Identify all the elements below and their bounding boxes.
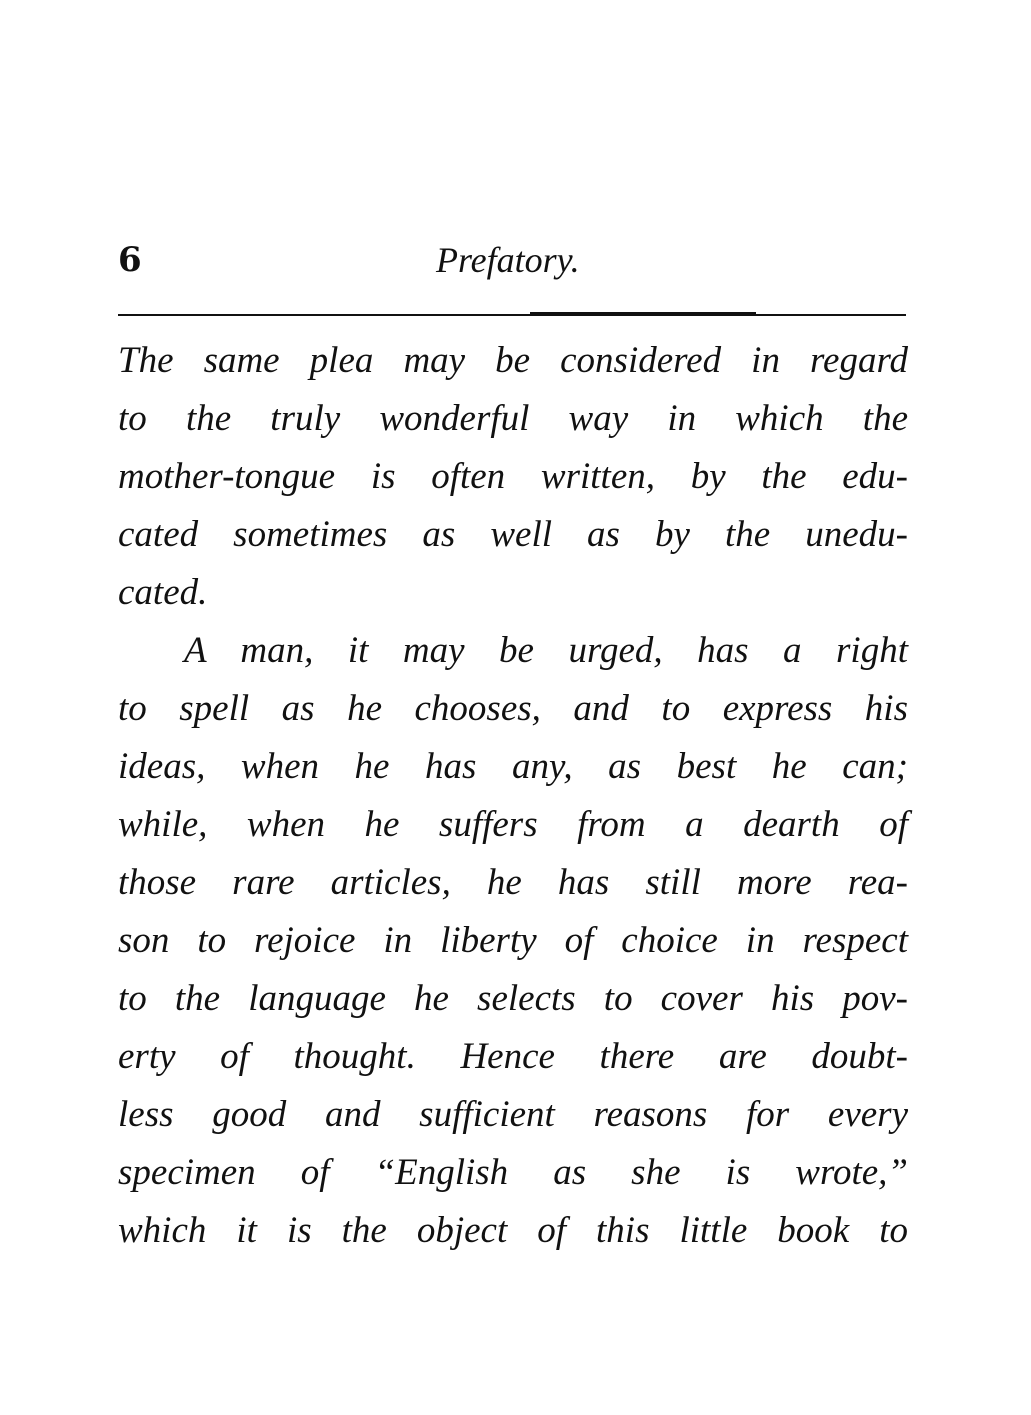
text-line: son to rejoice in liberty of choice in respect [118,920,908,961]
header-rule [118,314,906,316]
body-text [118,332,908,1260]
page-header [118,232,908,292]
text-line: to the truly wonderful way in which the [118,398,908,439]
text-line: those rare articles, he has still more rea- [118,862,908,903]
text-line: The same plea may be considered in regard [118,340,908,381]
text-line: cated sometimes as well as by the unedu- [118,514,908,555]
page-number: 6 [118,240,142,280]
text-line: specimen of “English as she is wrote,” [118,1152,908,1193]
text-line: to the language he selects to cover his pov- [118,978,908,1019]
paragraph-2 [118,622,908,1260]
text-line: A man, it may be urged, has a right [184,630,908,671]
text-line: less good and sufficient reasons for every [118,1094,908,1135]
text-line: ideas, when he has any, as best he can; [118,746,908,787]
text-line: to spell as he chooses, and to express his [118,688,908,729]
text-line: which it is the object of this little book to [118,1210,908,1251]
text-line: cated. [118,572,208,613]
text-line: erty of thought. Hence there are doubt- [118,1036,908,1077]
paragraph-1 [118,332,908,622]
running-head: Prefatory. [436,240,580,280]
text-line: mother-tongue is often written, by the edu- [118,456,908,497]
text-line: while, when he suffers from a dearth of [118,804,908,845]
header-rule-accent [530,312,756,315]
